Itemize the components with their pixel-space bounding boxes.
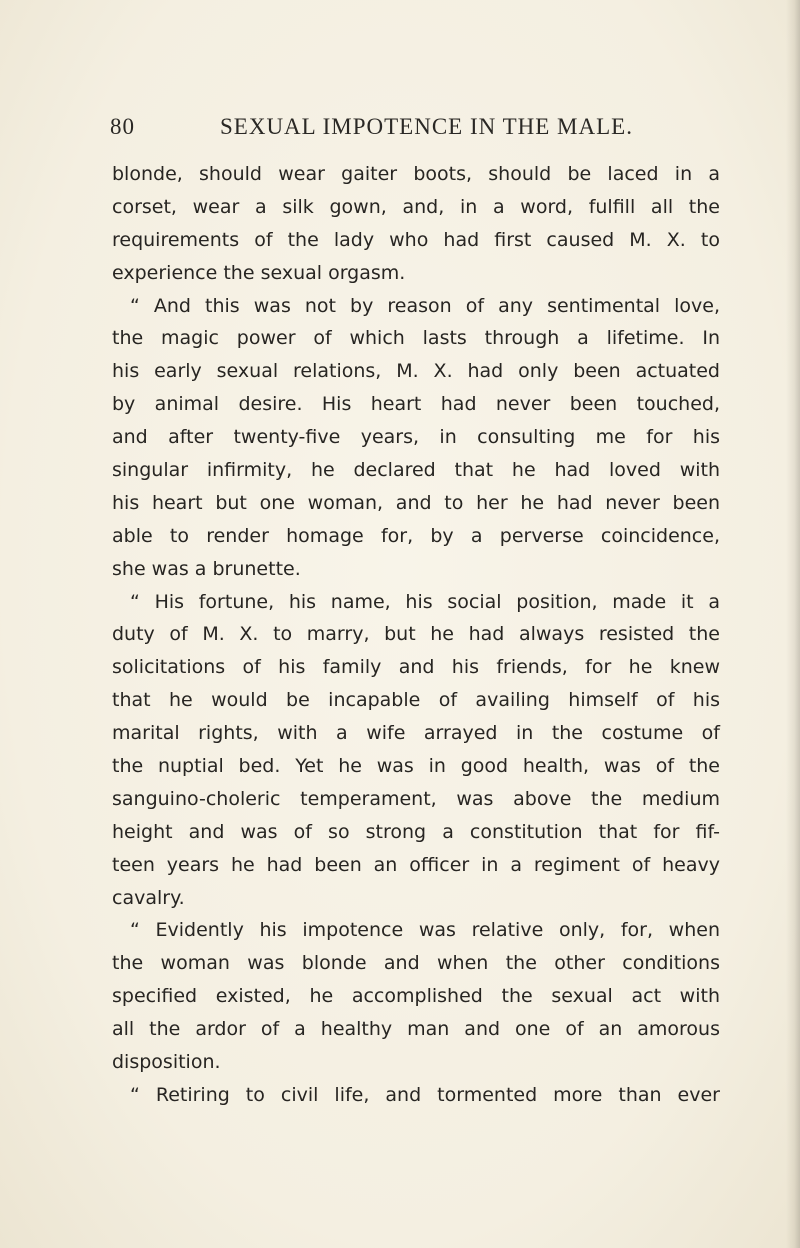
running-title: SEXUAL IMPOTENCE IN THE MALE.: [220, 114, 633, 139]
text-line: the woman was blonde and when the other conditions: [112, 952, 720, 975]
text-line: solicitations of his family and his friends, for he knew: [112, 656, 720, 679]
body-text: [112, 158, 720, 1112]
text-line: his early sexual relations, M. X. had only been actuated: [112, 360, 720, 383]
text-line: cavalry.: [112, 886, 185, 909]
text-line: disposition.: [112, 1051, 221, 1074]
text-line: specified existed, he accomplished the sexual act with: [112, 985, 720, 1008]
text-line: singular infirmity, he declared that he had loved with: [112, 459, 720, 482]
text-line: by animal desire. His heart had never been touched,: [112, 393, 720, 416]
text-line: “ Evidently his impotence was relative only, for, when: [130, 919, 720, 942]
text-line: marital rights, with a wife arrayed in the costume of: [112, 722, 720, 745]
text-line: teen years he had been an officer in a regiment of heavy: [112, 853, 720, 876]
text-line: all the ardor of a healthy man and one of an amorous: [112, 1018, 720, 1041]
text-line: and after twenty-five years, in consulting me for his: [112, 426, 720, 449]
text-line: the nuptial bed. Yet he was in good health, was of the: [112, 755, 720, 778]
text-line: duty of M. X. to marry, but he had always resisted the: [112, 623, 720, 646]
text-line: able to render homage for, by a perverse coincidence,: [112, 524, 720, 547]
text-line: “ His fortune, his name, his social position, made it a: [130, 590, 720, 613]
text-line: requirements of the lady who had first caused M. X. to: [112, 228, 720, 251]
text-line: corset, wear a silk gown, and, in a word, fulfill all the: [112, 195, 720, 218]
text-line: sanguino-choleric temperament, was above the medium: [112, 787, 720, 810]
text-line: blonde, should wear gaiter boots, should be laced in a: [112, 163, 720, 185]
text-line: experience the sexual orgasm.: [112, 261, 406, 284]
text-line: “ Retiring to civil life, and tormented more than ever: [130, 1083, 720, 1106]
text-line: the magic power of which lasts through a lifetime. In: [112, 327, 720, 350]
page-number: 80: [110, 114, 135, 139]
text-line: “ And this was not by reason of any sentimental love,: [130, 294, 720, 317]
text-line: she was a brunette.: [112, 557, 301, 580]
text-line: that he would be incapable of availing himself of his: [112, 689, 720, 712]
page-edge-shadow: [786, 0, 800, 1248]
text-line: his heart but one woman, and to her he had never been: [112, 491, 720, 514]
text-line: height and was of so strong a constitution that for fif-: [112, 820, 720, 843]
page-header: [110, 114, 710, 144]
